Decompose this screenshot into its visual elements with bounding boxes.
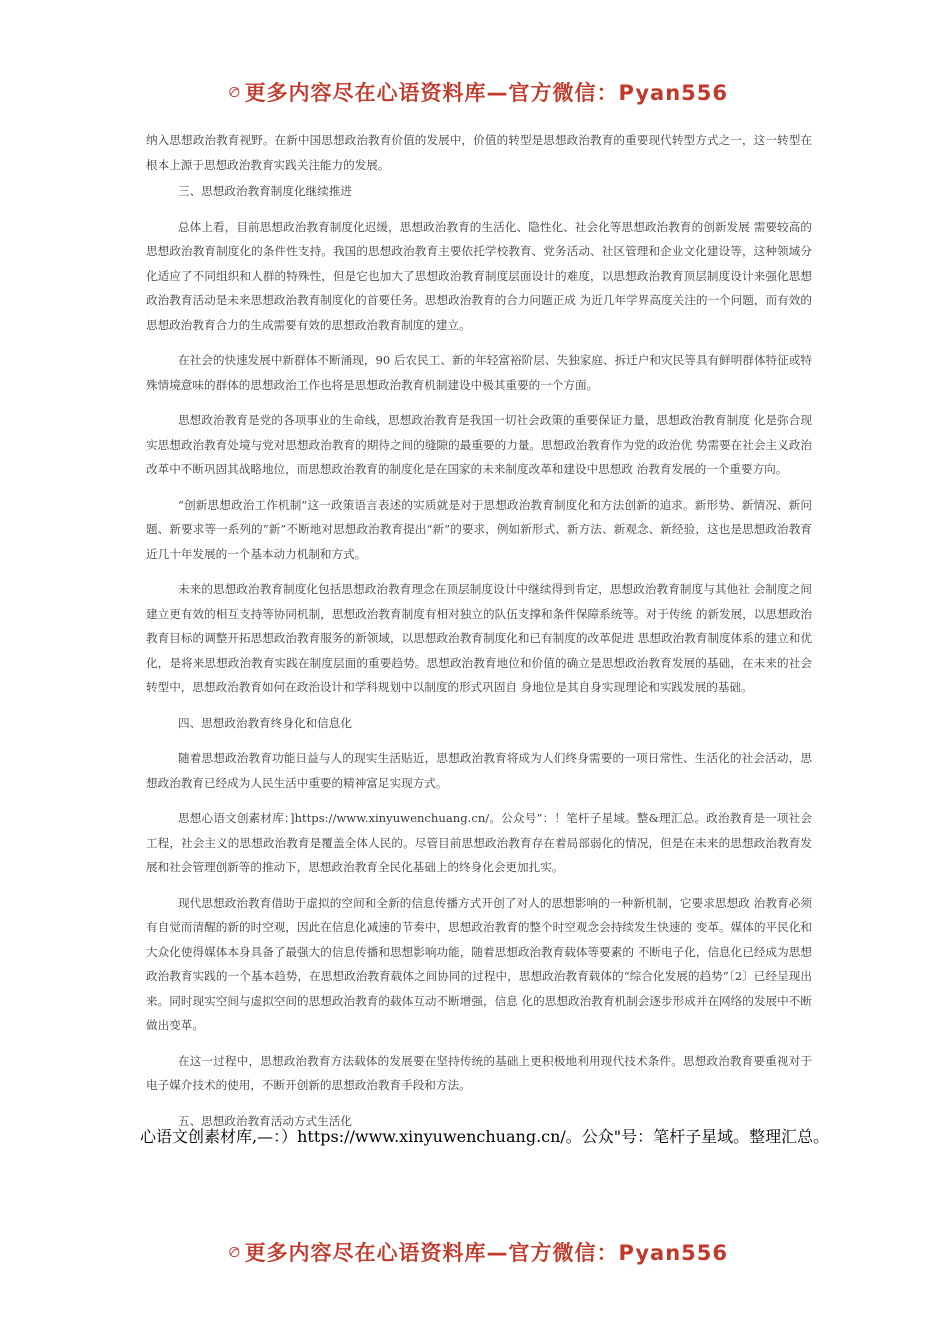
paragraph: 在社会的快速发展中新群体不断涌现，90 后农民工、新的年轻富裕阶层、失独家庭、拆迁户和灾民等具有鲜明群体特征或特殊情境意味的群体的思想政治工作也将是思想政治教育机制建设中极其重要的一个方面。 — [146, 353, 812, 392]
paragraph: 未来的思想政治教育制度化包括思想政治教育理念在顶层制度设计中继续得到肯定，思想政治教育制度与其他社 会制度之间建立更有效的相互支持等协同机制，思想政治教育制度有相对独立的队伍支撑和条件保障系统等。对于传统 的新发展，以思想政治教育目标的调整开拓思想政治教育服务的新领域，以思想政治教育制度化和已有制度的改革促进 思想政治教育制度体系的建立和优化，是将来思想政治教育实践在制度层面的重要趋势。思想政治教育地位和价值的确立是思想政治教育发展的基础，在未来的社会转型中，思想政治教育如何在政治设计和学科规划中以制度的形式巩固自 身地位是其自身实现理论和实践发展的基础。 — [146, 582, 812, 694]
section-heading: 五、思想政治教育活动方式生活化 — [178, 1113, 352, 1128]
footer-note: 心语文创素材库,—：）https://www.xinyuwenchuang.cn/。公众"号：笔杆子星域。整理汇总。 — [140, 1127, 830, 1146]
footer-banner — [228, 1230, 728, 1274]
section-heading: 四、思想政治教育终身化和信息化 — [178, 715, 352, 730]
paragraph: 思想心语文创素材库：]https://www.xinyuwenchuang.cn/。公众号”：！笔杆子星域。整&理汇总。政治教育是一项社会工程，社会主义的思想政治教育是覆盖全体人民的。尽管目前思想政治教育存在着局部弱化的情况，但是在未来的思想政治教育发展和社会管理创新等的推动下，思想政治教育全民化基础上的终身化会更加扎实。 — [146, 811, 812, 874]
header-banner — [228, 70, 728, 114]
paragraph: 现代思想政治教育借助于虚拟的空间和全新的信息传播方式开创了对人的思想影响的一种新机制，它要求思想政 治教育必须有自觉而清醒的新的时空观，因此在信息化减速的节奏中，思想政治教育的整个时空观念会持续发生快速的 变革。媒体的平民化和大众化使得媒体本身具备了最强大的信息传播和思想影响功能，随着思想政治教育载体等要素的 不断电子化，信息化已经成为思想政治教育实践的一个基本趋势，在思想政治教育载体之间协同的过程中，思想政治教育载体的“综合化发展的趋势”〔2〕已经呈现出来。同时现实空间与虚拟空间的思想政治教育的载体互动不断增强，信息 化的思想政治教育机制会逐步形成并在网络的发展中不断做出变革。 — [146, 895, 812, 1032]
paragraph: 随着思想政治教育功能日益与人的现实生活贴近，思想政治教育将成为人们终身需要的一项日常性、生活化的社会活动，思想政治教育已经成为人民生活中重要的精神富足实现方式。 — [146, 751, 812, 790]
section-heading: 三、思想政治教育制度化继续推进 — [178, 184, 352, 198]
banner-text: 更多内容尽在心语资料库—官方微信：Pyan556 — [244, 81, 728, 105]
paragraph: 总体上看，目前思想政治教育制度化迟缓，思想政治教育的生活化、隐性化、社会化等思想政治教育的创新发展 需要较高的思想政治教育制度化的条件性支持。我国的思想政治教育主要依托学校教育、党务活动、社区管理和企业文化建设等，这种领域分化适应了不同组织和人群的特殊性，但是它也加大了思想政治教育制度层面设计的难度，以思想政治教育顶层制度设计来强化思想政治教育活动是未来思想政治教育制度化的首要任务。思想政治教育的合力问题正成 为近几年学界高度关注的一个问题，而有效的思想政治教育合力的生成需要有效的思想政治教育制度的建立。 — [146, 219, 812, 332]
paragraph: 在这一过程中，思想政治教育方法载体的发展要在坚持传统的基础上更积极地利用现代技术条件。思想政治教育要重视对于电子媒介技术的使用，不断开创新的思想政治教育手段和方法。 — [146, 1053, 812, 1092]
banner-text: 更多内容尽在心语资料库—官方微信：Pyan556 — [244, 1241, 728, 1265]
document-body — [146, 128, 812, 1144]
paragraph: “创新思想政治工作机制”这一政策语言表述的实质就是对于思想政治教育制度化和方法创新的追求。新形势、新情况、新问题、新要求等一系列的“新”不断地对思想政治教育提出“新”的要求，例如新形式、新方法、新观念、新经验，这也是思想政治教育近几十年发展的一个基本动力机制和方式。 — [146, 497, 812, 561]
brand-logo-icon — [228, 72, 241, 112]
brand-logo-icon — [228, 1232, 241, 1272]
paragraph: 纳入思想政治教育视野。在新中国思想政治教育价值的发展中，价值的转型是思想政治教育的重要现代转型方式之一，这一转型在根本上源于思想政治教育实践关注能力的发展。 — [146, 133, 812, 172]
paragraph: 思想政治教育是党的各项事业的生命线，思想政治教育是我国一切社会政策的重要保证力量，思想政治教育制度 化是弥合现实思想政治教育处境与党对思想政治教育的期待之间的缝隙的最重要的力量。思想政治教育作为党的政治优 势需要在社会主义政治改革中不断巩固其战略地位，而思想政治教育的制度化是在国家的未来制度改革和建设中思想政 治教育发展的一个重要方向。 — [146, 413, 812, 476]
